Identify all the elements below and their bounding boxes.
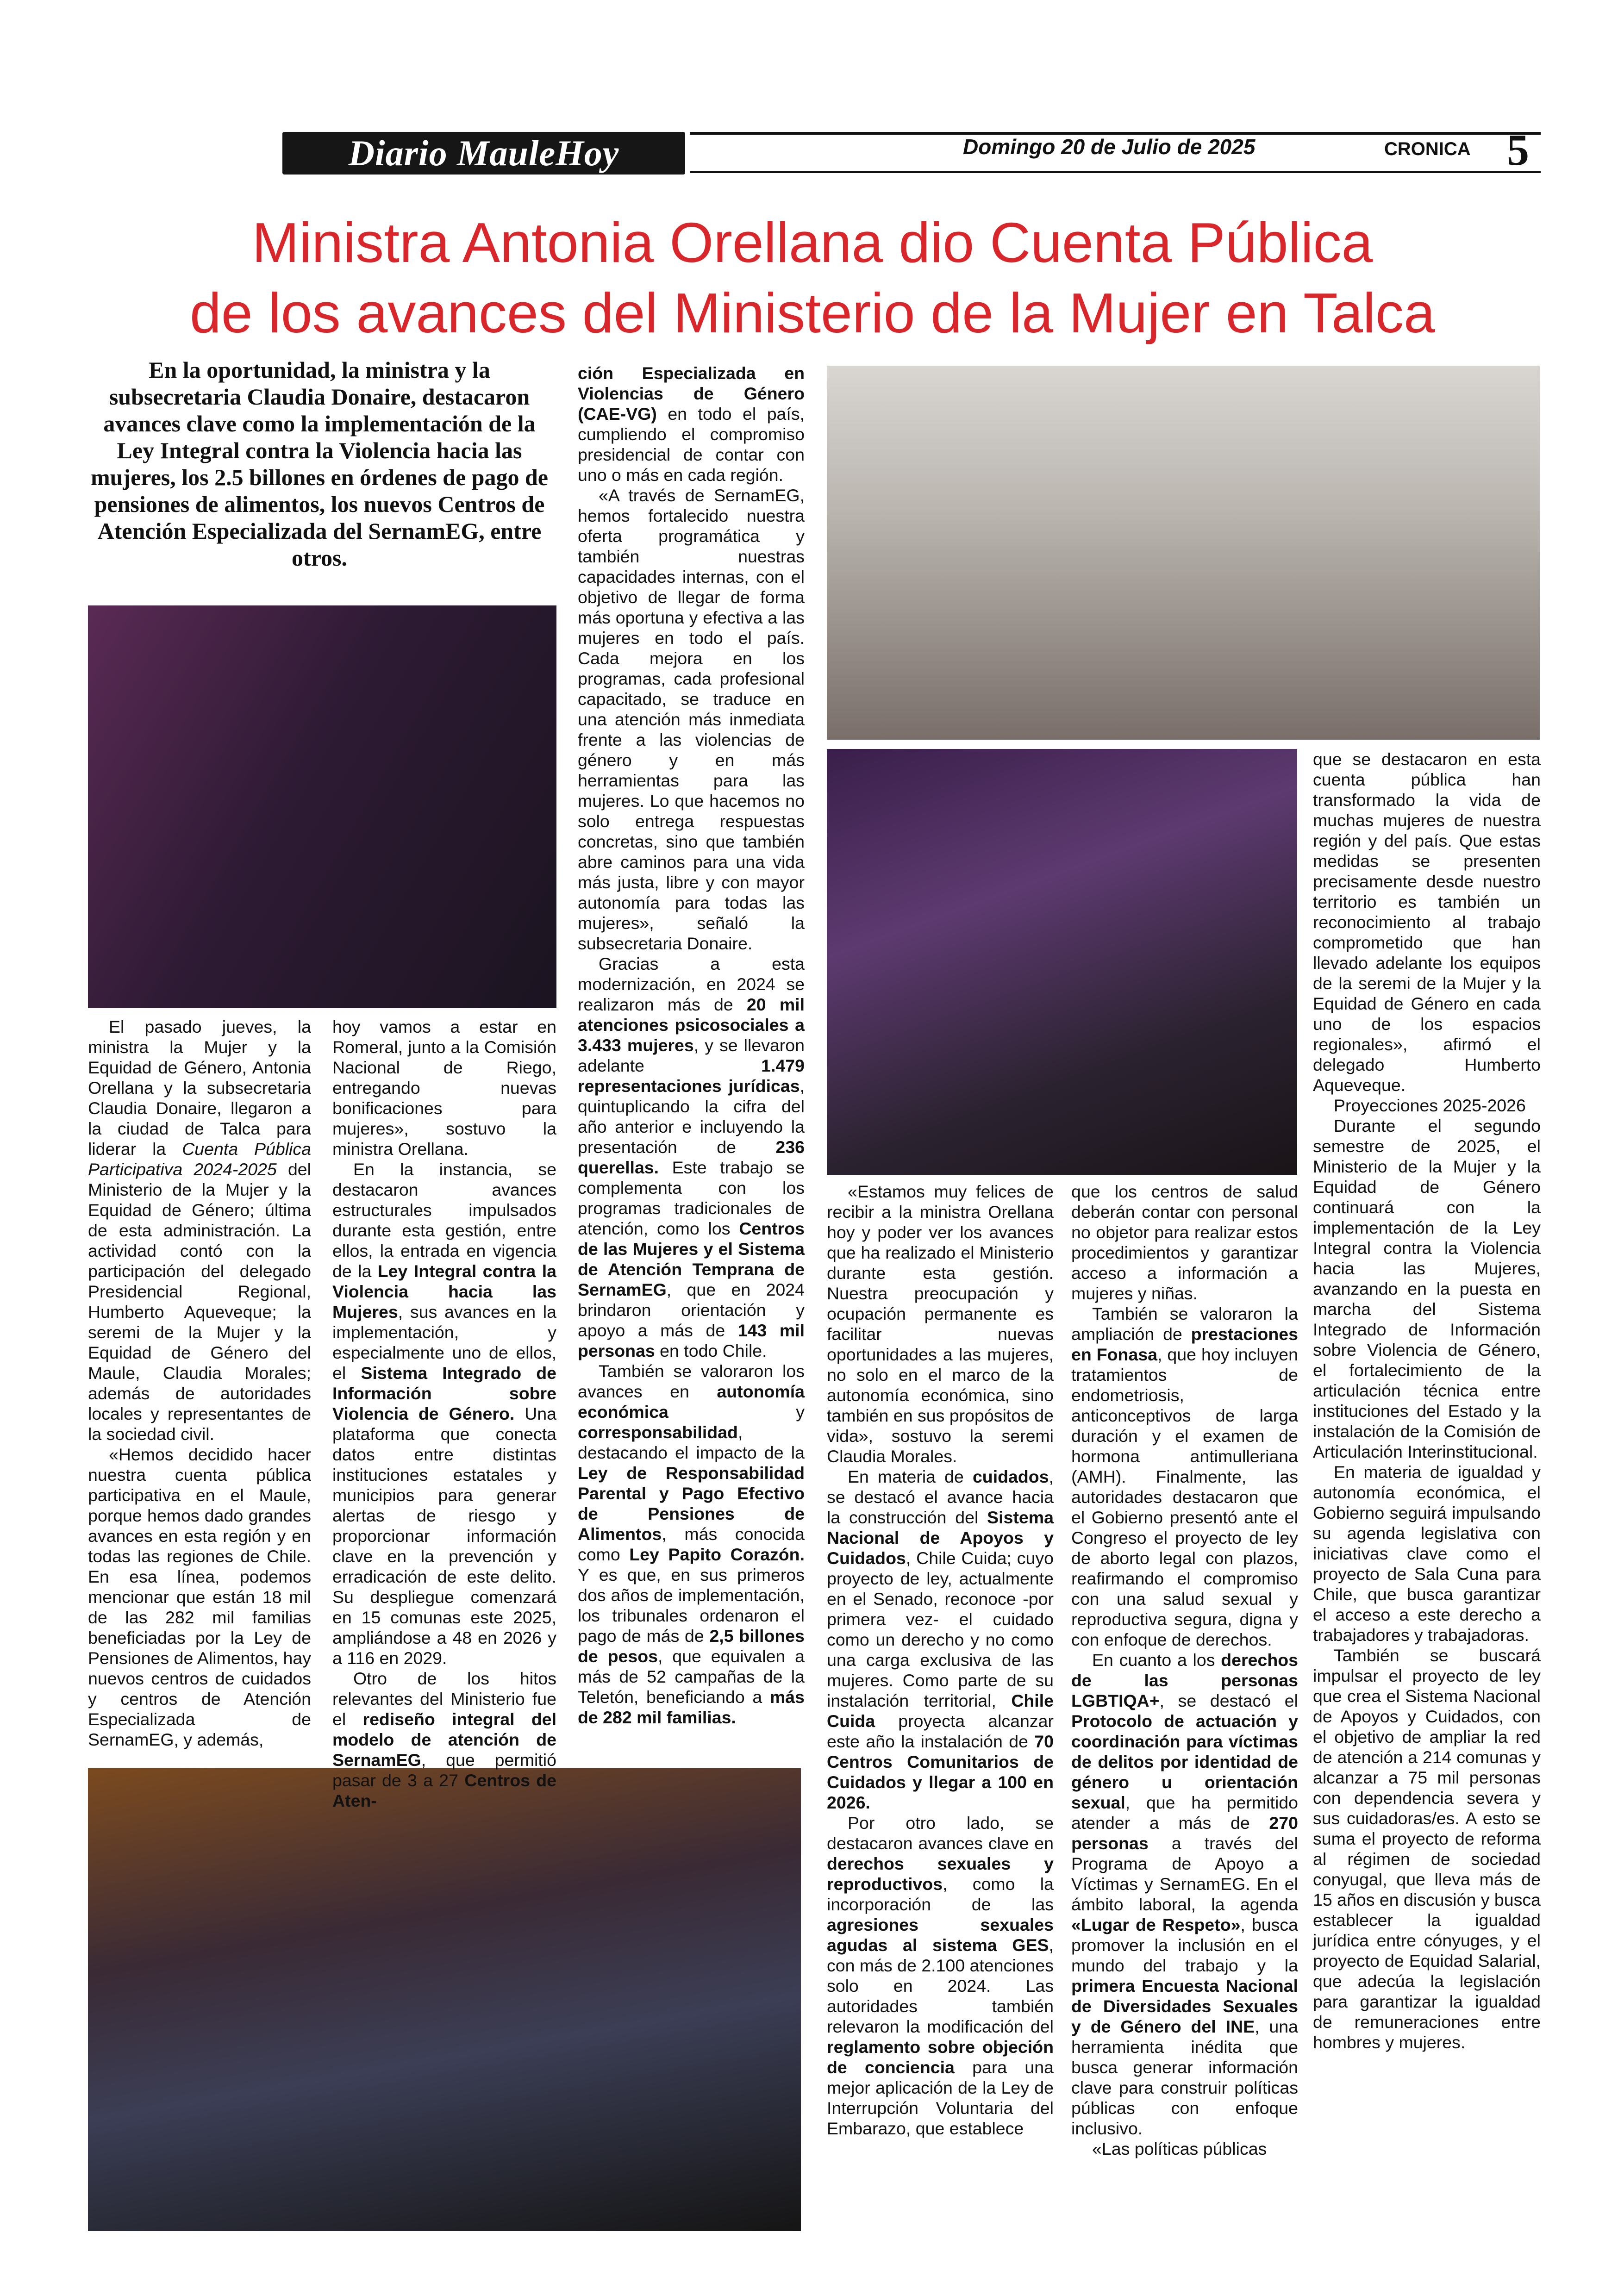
headline-line-1: Ministra Antonia Orellana dio Cuenta Pública (252, 211, 1373, 274)
article-headline (69, 207, 1555, 348)
photo-minister-at-podium (88, 605, 556, 1008)
body-column-4: «Estamos muy felices de recibir a la ministra Orellana hoy y poder ver los avances que ha realizado el Ministerio durante esta gestión. Nuestra preocupación y ocupación permanente es facilitar nuevas oportunidades a las mujeres, no solo en el marco de la autonomía económica, sino también en sus propósitos de vida», sostuvo la seremi Claudia Morales. En materia de cuidados, se destacó el avance hacia la construcción del Sistema Nacional de Apoyos y Cuidados, Chile Cuida; cuyo proyecto de ley, actualmente en el Senado, reconoce -por primera vez- el cuidado como un derecho y no como una carga exclusiva de las mujeres. Como parte de su instalación territorial, Chile Cuida proyecta alcanzar este año la instalación de 70 Centros Comunitarios de Cuidados y llegar a 100 en 2026. Por otro lado, se destacaron avances clave en derechos sexuales y reproductivos, como la incorporación de las agresiones sexuales agudas al sistema GES, con más de 2.100 atenciones solo en 2024. Las autoridades también relevaron la modificación del reglamento sobre objeción de conciencia para una mejor aplicación de la Ley de Interrupción Voluntaria del Embarazo, que establece (827, 1182, 1054, 2138)
page-number: 5 (1507, 125, 1529, 175)
photo-group-officials (827, 366, 1540, 740)
body-column-6: que se destacaron en esta cuenta pública han transformado la vida de muchas mujeres de nuestra región y del país. Que estas medidas se presenten precisamente desde nuestro territorio es también un reconocimiento al trabajo comprometido que han llevado adelante los equipos de la seremi de la Mujer y la Equidad de Género en cada uno de los espacios regionales», afirmó el delegado Humberto Aqueveque. Proyecciones 2025-2026 Durante el segundo semestre de 2025, el Ministerio de la Mujer y la Equidad de Género continuará con la implementación de la Ley Integral contra la Violencia hacia las Mujeres, avanzando en la puesta en marcha del Sistema Integrado de Información sobre Violencia de Género, el fortalecimiento de la articulación técnica entre instituciones del Estado y la instalación de la Comisión de Articulación Interinstitucional. En materia de igualdad y autonomía económica, el Gobierno seguirá impulsando su agenda legislativa con iniciativas clave como el proyecto de Sala Cuna para Chile, que busca garantizar el acceso a este derecho a trabajadores y trabajadoras. También se buscará impulsar el proyecto de ley que crea el Sistema Nacional de Apoyos y Cuidados, con el objetivo de ampliar la red de atención a 214 comunas y alcanzar a 75 mil personas con dependencia severa y sus cuidadoras/es. A esto se suma el proyecto de reforma al régimen de sociedad conyugal, que lleva más de 15 años en discusión y busca establecer la igualdad jurídica entre cónyuges, y el proyecto de Equidad Salarial, que adecúa la legislación para garantizar la igualdad de remuneraciones entre hombres y mujeres. (1313, 749, 1541, 2052)
body-column-1: El pasado jueves, la ministra la Mujer y la Equidad de Género, Antonia Orellana y la subsecretaria Claudia Donaire, llegaron a la ciudad de Talca para liderar la Cuenta Pública Participativa 2024-2025 del Ministerio de la Mujer y la Equidad de Género; última de esta administración. La actividad contó con la participación del delegado Presidencial Regional, Humberto Aqueveque; la seremi de la Mujer y la Equidad de Género del Maule, Claudia Morales; además de autoridades locales y representantes de la sociedad civil. «Hemos decidido hacer nuestra cuenta pública participativa en el Maule, porque hemos dado grandes avances en esta región y en todas las regiones de Chile. En esa línea, podemos mencionar que están 18 mil de las 282 mil familias beneficiadas por la Ley de Pensiones de Alimentos, hay nuevos centros de cuidados y centros de Atención Especializada de SernamEG, y además, (88, 1017, 311, 1749)
article-deck: En la oportunidad, la ministra y la subsecretaria Claudia Donaire, destacaron avances clave como la implementación de la Ley Integral contra la Violencia hacia las mujeres, los 2.5 billones en órdenes de pago de pensiones de alimentos, los nuevos Centros de Atención Especializada del SernamEG, entre otros. (91, 357, 548, 571)
masthead-logo: Diario MauleHoy (348, 133, 619, 173)
headline-line-2: de los avances del Ministerio de la Mujer en Talca (190, 281, 1435, 344)
issue-date: Domingo 20 de Julio de 2025 (963, 135, 1255, 159)
section-label: CRONICA (1384, 139, 1471, 159)
body-column-3: ción Especializada en Violencias de Género (CAE-VG) en todo el país, cumpliendo el compromiso presidencial de contar con uno o más en cada región. «A través de SernamEG, hemos fortalecido nuestra oferta programática y también nuestras capacidades internas, con el objetivo de llegar de forma más oportuna y efectiva a las mujeres en todo el país. Cada mejora en los programas, cada profesional capacitado, se traduce en una atención más inmediata frente a las violencias de género y en más herramientas para las mujeres. Lo que hacemos no solo entrega respuestas concretas, sino que también abre caminos para una vida más justa, libre y con mayor autonomía para todas las mujeres», señaló la subsecretaria Donaire. Gracias a esta modernización, en 2024 se realizaron más de 20 mil atenciones psicosociales a 3.433 mujeres, y se llevaron adelante 1.479 representaciones jurídicas, quintuplicando la cifra del año anterior e incluyendo la presentación de 236 querellas. Este trabajo se complementa con los programas tradicionales de atención, como los Centros de las Mujeres y el Sistema de Atención Temprana de SernamEG, que en 2024 brindaron orientación y apoyo a más de 143 mil personas en todo Chile. También se valoraron los avances en autonomía económica y corresponsabilidad, destacando el impacto de la Ley de Responsabilidad Parental y Pago Efectivo de Pensiones de Alimentos, más conocida como Ley Papito Corazón. Y es que, en sus primeros dos años de implementación, los tribunales ordenaron el pago de más de 2,5 billones de pesos, que equivalen a más de 52 campañas de la Teletón, beneficiando a más de 282 mil familias. (578, 363, 805, 1727)
photo-auditorium-audience (88, 1768, 801, 2231)
body-column-5: que los centros de salud deberán contar con personal no objetor para realizar estos procedimientos y garantizar acceso a información a mujeres y niñas. También se valoraron la ampliación de prestaciones en Fonasa, que hoy incluyen tratamientos de endometriosis, anticonceptivos de larga duración y el examen de hormona antimulleriana (AMH). Finalmente, las autoridades destacaron que el Gobierno presentó ante el Congreso el proyecto de ley de aborto legal con plazos, reafirmando el compromiso con una salud sexual y reproductiva segura, digna y con enfoque de derechos. En cuanto a los derechos de las personas LGBTIQA+, se destacó el Protocolo de actuación y coordinación para víctimas de delitos por identidad de género u orientación sexual, que ha permitido atender a más de 270 personas a través del Programa de Apoyo a Víctimas y SernamEG. En el ámbito laboral, la agenda «Lugar de Respeto», busca promover la inclusión en el mundo del trabajo y la primera Encuesta Nacional de Diversidades Sexuales y de Género del INE, una herramienta inédita que busca generar información clave para construir políticas públicas con enfoque inclusivo. «Las políticas públicas (1071, 1182, 1299, 2158)
photo-speaker-at-lectern (827, 749, 1297, 1175)
header-rule-bottom (690, 171, 1541, 173)
body-column-2: hoy vamos a estar en Romeral, junto a la Comisión Nacional de Riego, entregando nuevas bonificaciones para mujeres», sostuvo la ministra Orellana. En la instancia, se destacaron avances estructurales impulsados durante esta gestión, entre ellos, la entrada en vigencia de la Ley Integral contra la Violencia hacia las Mujeres, sus avances en la implementación, y especialmente uno de ellos, el Sistema Integrado de Información sobre Violencia de Género. Una plataforma que conecta datos entre distintas instituciones estatales y municipios para generar alertas de riesgo y proporcionar información clave en la prevención y erradicación de este delito. Su despliegue comenzará en 15 comunas este 2025, ampliándose a 48 en 2026 y a 116 en 2029. Otro de los hitos relevantes del Ministerio fue el rediseño integral del modelo de atención de SernamEG, que permitió pasar de 3 a 27 Centros de Aten- (332, 1017, 556, 1810)
